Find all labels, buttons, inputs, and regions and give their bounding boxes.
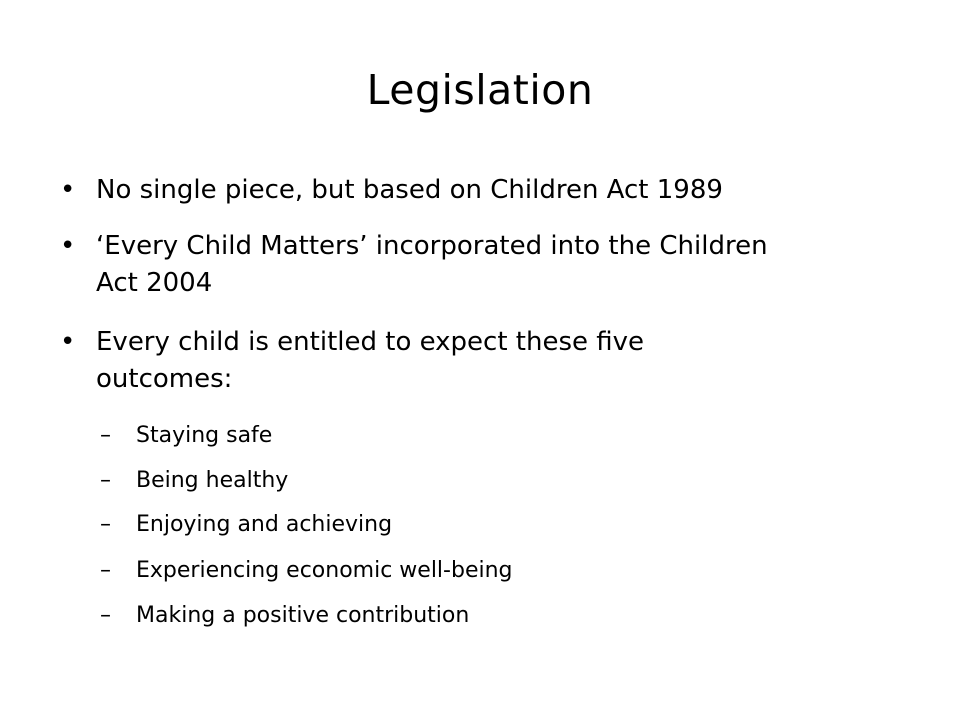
bullet-marker: • bbox=[60, 175, 76, 205]
outcome-item bbox=[100, 465, 860, 497]
outcome-text: Staying safe bbox=[136, 423, 273, 448]
bullet-item bbox=[60, 228, 860, 302]
bullet-marker: • bbox=[60, 231, 76, 261]
bullet-text: Every child is entitled to expect these five outcomes: bbox=[96, 327, 645, 394]
dash-marker: – bbox=[100, 603, 111, 628]
bullet-text: ‘Every Child Matters’ incorporated into the Children Act 2004 bbox=[96, 231, 768, 298]
outcome-text: Being healthy bbox=[136, 468, 289, 493]
outcome-text: Enjoying and achieving bbox=[136, 512, 393, 537]
outcome-item bbox=[100, 555, 860, 587]
outcome-item bbox=[100, 509, 860, 541]
bullet-marker: • bbox=[60, 327, 76, 357]
bullet-text: No single piece, but based on Children Act 1989 bbox=[96, 175, 723, 205]
bullet-item bbox=[60, 172, 860, 209]
dash-marker: – bbox=[100, 468, 111, 493]
dash-marker: – bbox=[100, 423, 111, 448]
dash-marker: – bbox=[100, 558, 111, 583]
bullet-item bbox=[60, 324, 860, 398]
outcome-item bbox=[100, 420, 860, 452]
dash-marker: – bbox=[100, 512, 111, 537]
outcome-text: Experiencing economic well-being bbox=[136, 558, 513, 583]
outcome-text: Making a positive contribution bbox=[136, 603, 470, 628]
outcome-item bbox=[100, 600, 860, 632]
slide-title: Legislation bbox=[366, 66, 594, 114]
